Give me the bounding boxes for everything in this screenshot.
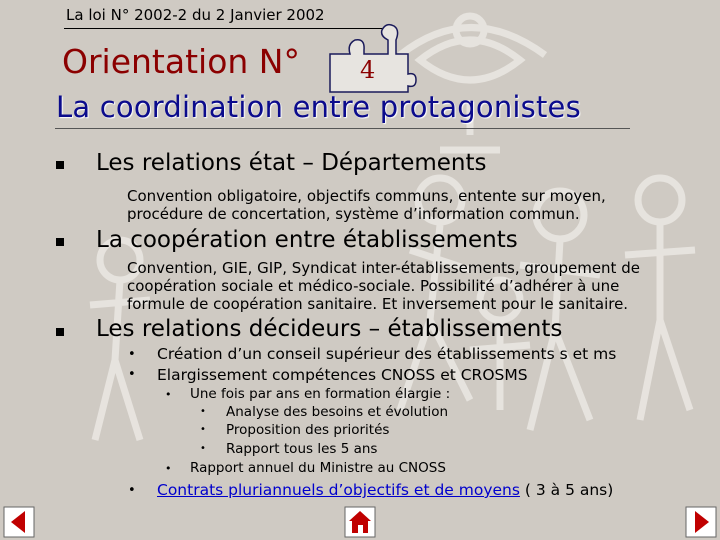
contracts-link[interactable]: Contrats pluriannuels d’objectifs et de moyens — [157, 481, 520, 499]
orientation-label — [62, 42, 300, 81]
orientation-number: 4 — [360, 56, 376, 84]
dot-bullet-icon: • — [128, 347, 136, 362]
section-heading-2: La coopération entre établissements — [96, 227, 518, 253]
orientation-label-text: Orientation N° — [62, 42, 300, 81]
text-line: procédure de concertation, système d’information commun. — [127, 205, 580, 223]
puzzle-piece-icon — [320, 22, 420, 94]
dot-bullet-icon: • — [200, 443, 206, 454]
dot-bullet-icon: • — [128, 367, 136, 382]
section-text-2 — [127, 259, 640, 313]
text-line: formule de coopération sanitaire. Et inversement pour le sanitaire. — [127, 295, 629, 313]
dot-bullet-icon: • — [165, 388, 172, 401]
list-item: Création d’un conseil supérieur des établissements s et ms — [157, 345, 617, 363]
section-text-1 — [127, 187, 606, 223]
home-icon[interactable] — [344, 506, 376, 538]
section-heading-1: Les relations état – Départements — [96, 150, 487, 176]
dot-bullet-icon: • — [165, 462, 172, 475]
text-line: coopération sociale et médico-sociale. Possibilité d’adhérer à une — [127, 277, 620, 295]
title-underline — [55, 128, 630, 129]
contracts-item — [157, 481, 613, 499]
dot-bullet-icon: • — [128, 483, 136, 498]
list-item: Elargissement compétences CNOSS et CROSMS — [157, 366, 528, 384]
sub-sub-list-item: Proposition des priorités — [226, 422, 390, 438]
text-line: Convention, GIE, GIP, Syndicat inter-établissements, groupement de — [127, 259, 640, 277]
sub-list-item: Une fois par ans en formation élargie : — [190, 386, 451, 402]
next-arrow-icon[interactable] — [685, 506, 717, 538]
square-bullet-icon — [56, 328, 64, 336]
sub-list-item: Rapport annuel du Ministre au CNOSS — [190, 460, 446, 476]
sub-sub-list-item: Analyse des besoins et évolution — [226, 404, 449, 420]
slide-title: La coordination entre protagonistes — [56, 90, 581, 124]
sub-sub-list-item: Rapport tous les 5 ans — [226, 441, 378, 457]
section-heading-3: Les relations décideurs – établissements — [96, 316, 563, 342]
law-reference: La loi N° 2002-2 du 2 Janvier 2002 — [66, 6, 325, 24]
text-line: Convention obligatoire, objectifs communs, entente sur moyen, — [127, 187, 606, 205]
square-bullet-icon — [56, 161, 64, 169]
dot-bullet-icon: • — [200, 406, 206, 417]
previous-arrow-icon[interactable] — [3, 506, 35, 538]
square-bullet-icon — [56, 238, 64, 246]
dot-bullet-icon: • — [200, 424, 206, 435]
contracts-suffix: ( 3 à 5 ans) — [519, 481, 614, 499]
